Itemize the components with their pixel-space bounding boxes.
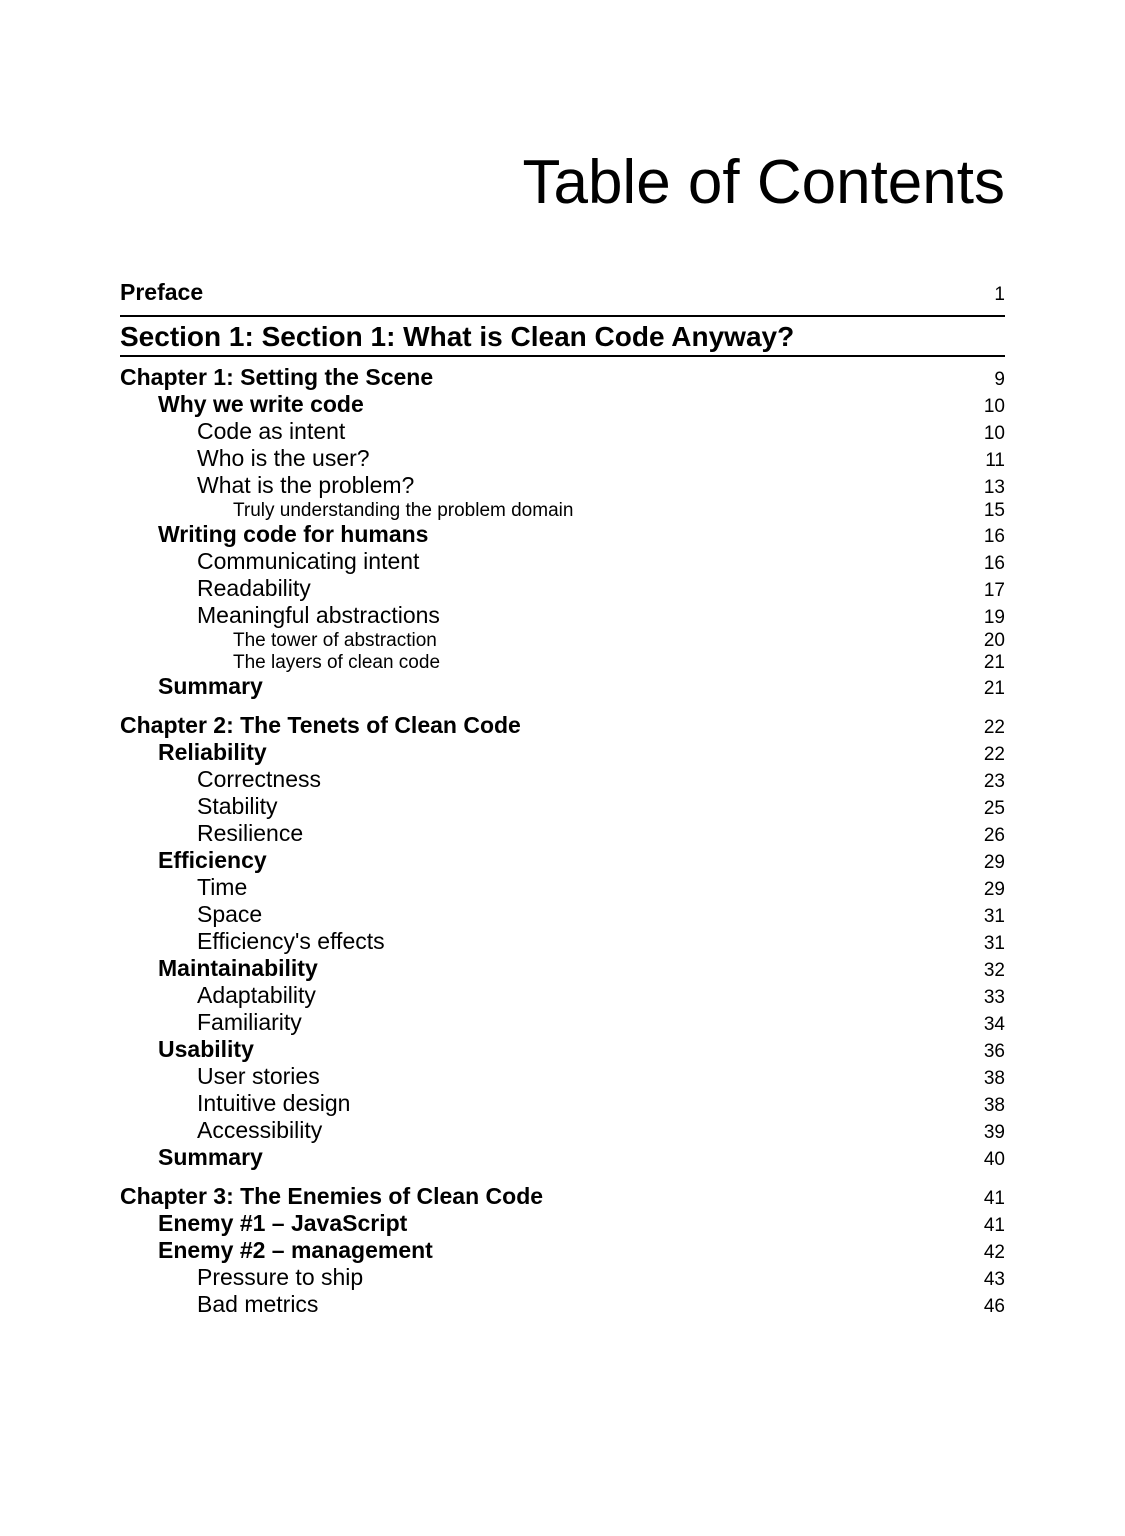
toc-entry-l3 xyxy=(120,500,1005,522)
toc-entry-page-number: 19 xyxy=(983,607,1005,628)
toc-entry-page-number: 15 xyxy=(983,500,1005,521)
toc-entry-page-number: 25 xyxy=(983,798,1005,819)
toc-entry-label: The layers of clean code xyxy=(233,652,441,673)
toc-entry-label: Time xyxy=(197,874,248,900)
toc-entry-label: Resilience xyxy=(197,820,304,846)
toc-entry-page-number: 41 xyxy=(983,1188,1005,1209)
toc-entry-label: Code as intent xyxy=(197,418,346,444)
toc-entry-label: Chapter 3: The Enemies of Clean Code xyxy=(120,1183,544,1209)
toc-entry-l2 xyxy=(120,767,1005,794)
toc-entry-page-number: 42 xyxy=(983,1242,1005,1263)
toc-entry-label: Familiarity xyxy=(197,1009,302,1035)
toc-entry-page-number: 17 xyxy=(983,580,1005,601)
toc-entry-page-number: 26 xyxy=(983,825,1005,846)
toc-entry-l2 xyxy=(120,576,1005,603)
toc-entry-label: Writing code for humans xyxy=(158,521,429,547)
toc-entry-l2 xyxy=(120,473,1005,500)
toc-entry-label: Correctness xyxy=(197,766,321,792)
toc-entry-l2 xyxy=(120,821,1005,848)
toc-entry-l1 xyxy=(120,1238,1005,1265)
toc-entry-label: Why we write code xyxy=(158,391,364,417)
toc-entry-page-number: 22 xyxy=(983,717,1005,738)
toc-entry-l2 xyxy=(120,929,1005,956)
toc-entry-label: Adaptability xyxy=(197,982,316,1008)
toc-entry-page-number: 11 xyxy=(985,450,1005,471)
toc-entry-label: Efficiency's effects xyxy=(197,928,385,954)
toc-entry-page-number: 9 xyxy=(994,369,1005,390)
toc-entry-label: Summary xyxy=(158,673,263,699)
toc-entry-label: What is the problem? xyxy=(197,472,415,498)
toc-entry-page-number: 31 xyxy=(983,906,1005,927)
toc-entry-page-number: 29 xyxy=(983,879,1005,900)
toc-entry-label: The tower of abstraction xyxy=(233,630,437,651)
toc-entry-label: Chapter 2: The Tenets of Clean Code xyxy=(120,712,521,738)
toc-entry-label: Who is the user? xyxy=(197,445,370,471)
toc-entry-label: Accessibility xyxy=(197,1117,323,1143)
toc-entry-label: Intuitive design xyxy=(197,1090,351,1116)
toc-entry-l2 xyxy=(120,1010,1005,1037)
toc-entry-page-number: 40 xyxy=(983,1149,1005,1170)
toc-entry-l2 xyxy=(120,1064,1005,1091)
toc-entry-label: Truly understanding the problem domain xyxy=(233,500,574,521)
toc-entry-l1 xyxy=(120,956,1005,983)
toc-entry-l2 xyxy=(120,983,1005,1010)
toc-entry-page-number: 29 xyxy=(983,852,1005,873)
toc-entry-label: Preface xyxy=(120,279,204,305)
toc-entry-page-number: 10 xyxy=(983,396,1005,417)
toc-entry-page-number: 16 xyxy=(983,553,1005,574)
toc-entry-chapter xyxy=(120,713,1005,740)
toc-entry-page-number: 21 xyxy=(983,652,1005,673)
toc-entry-label: Space xyxy=(197,901,263,927)
toc-entry-label: Enemy #2 – management xyxy=(158,1237,433,1263)
toc-entry-l2 xyxy=(120,419,1005,446)
toc-entry-l1 xyxy=(120,740,1005,767)
toc-entry-chapter xyxy=(120,365,1005,392)
toc-entry-label: Summary xyxy=(158,1144,263,1170)
toc-entry-l2 xyxy=(120,446,1005,473)
toc-entry-l1 xyxy=(120,1037,1005,1064)
toc-entry-label: Bad metrics xyxy=(197,1291,319,1317)
toc-entry-l1 xyxy=(120,392,1005,419)
toc-entry-l3 xyxy=(120,630,1005,652)
toc-entry-l2 xyxy=(120,1091,1005,1118)
toc-entry-l1 xyxy=(120,522,1005,549)
toc-entry-label: Stability xyxy=(197,793,278,819)
toc-entry-preface xyxy=(120,280,1005,317)
toc-entry-label: Chapter 1: Setting the Scene xyxy=(120,364,434,390)
toc-entry-l1 xyxy=(120,1145,1005,1172)
toc-entry-page-number: 21 xyxy=(983,678,1005,699)
toc-entry-label: Maintainability xyxy=(158,955,318,981)
toc-entry-l1 xyxy=(120,848,1005,875)
toc-entry-page-number: 16 xyxy=(983,526,1005,547)
toc-entry-page-number: 13 xyxy=(983,477,1005,498)
toc-entry-label: Section 1: Section 1: What is Clean Code Anyway? xyxy=(120,321,795,352)
toc-entry-page-number: 22 xyxy=(983,744,1005,765)
toc-entry-l2 xyxy=(120,794,1005,821)
toc-entry-l3 xyxy=(120,652,1005,674)
toc-entry-page-number: 43 xyxy=(983,1269,1005,1290)
toc-entry-l2 xyxy=(120,603,1005,630)
toc-entry-page-number: 20 xyxy=(983,630,1005,651)
toc-entry-label: Communicating intent xyxy=(197,548,420,574)
toc-entry-chapter xyxy=(120,1184,1005,1211)
toc-entry-page-number: 10 xyxy=(983,423,1005,444)
toc-entry-l2 xyxy=(120,549,1005,576)
toc-entry-page-number: 33 xyxy=(983,987,1005,1008)
toc-entry-label: Readability xyxy=(197,575,311,601)
toc-entry-label: Reliability xyxy=(158,739,267,765)
toc-entry-label: Meaningful abstractions xyxy=(197,602,440,628)
toc-entry-l2 xyxy=(120,875,1005,902)
toc-entry-page-number: 46 xyxy=(983,1296,1005,1317)
toc-entry-l1 xyxy=(120,1211,1005,1238)
toc-entry-page-number: 23 xyxy=(983,771,1005,792)
toc-entry-page-number: 31 xyxy=(983,933,1005,954)
page-title: Table of Contents xyxy=(522,148,1005,217)
toc-entry-label: Efficiency xyxy=(158,847,267,873)
toc-entry-label: Usability xyxy=(158,1036,254,1062)
toc-entry-l2 xyxy=(120,1292,1005,1319)
toc-entry-l2 xyxy=(120,902,1005,929)
toc-entry-page-number: 39 xyxy=(983,1122,1005,1143)
toc-entry-page-number: 36 xyxy=(983,1041,1005,1062)
toc-entry-page-number: 1 xyxy=(994,284,1005,305)
toc-entry-page-number: 32 xyxy=(983,960,1005,981)
toc-entry-page-number: 38 xyxy=(983,1095,1005,1116)
toc-entry-l2 xyxy=(120,1265,1005,1292)
toc-entry-page-number: 38 xyxy=(983,1068,1005,1089)
toc-entry-label: Enemy #1 – JavaScript xyxy=(158,1210,408,1236)
toc-entry-label: Pressure to ship xyxy=(197,1264,364,1290)
toc-entry-label: User stories xyxy=(197,1063,320,1089)
document-page xyxy=(0,148,1125,1536)
toc-entry-page-number: 34 xyxy=(983,1014,1005,1035)
table-of-contents xyxy=(120,280,1005,1319)
toc-entry-l2 xyxy=(120,1118,1005,1145)
toc-entry-page-number: 41 xyxy=(983,1215,1005,1236)
toc-entry-section xyxy=(120,320,1005,357)
toc-entry-l1 xyxy=(120,674,1005,701)
